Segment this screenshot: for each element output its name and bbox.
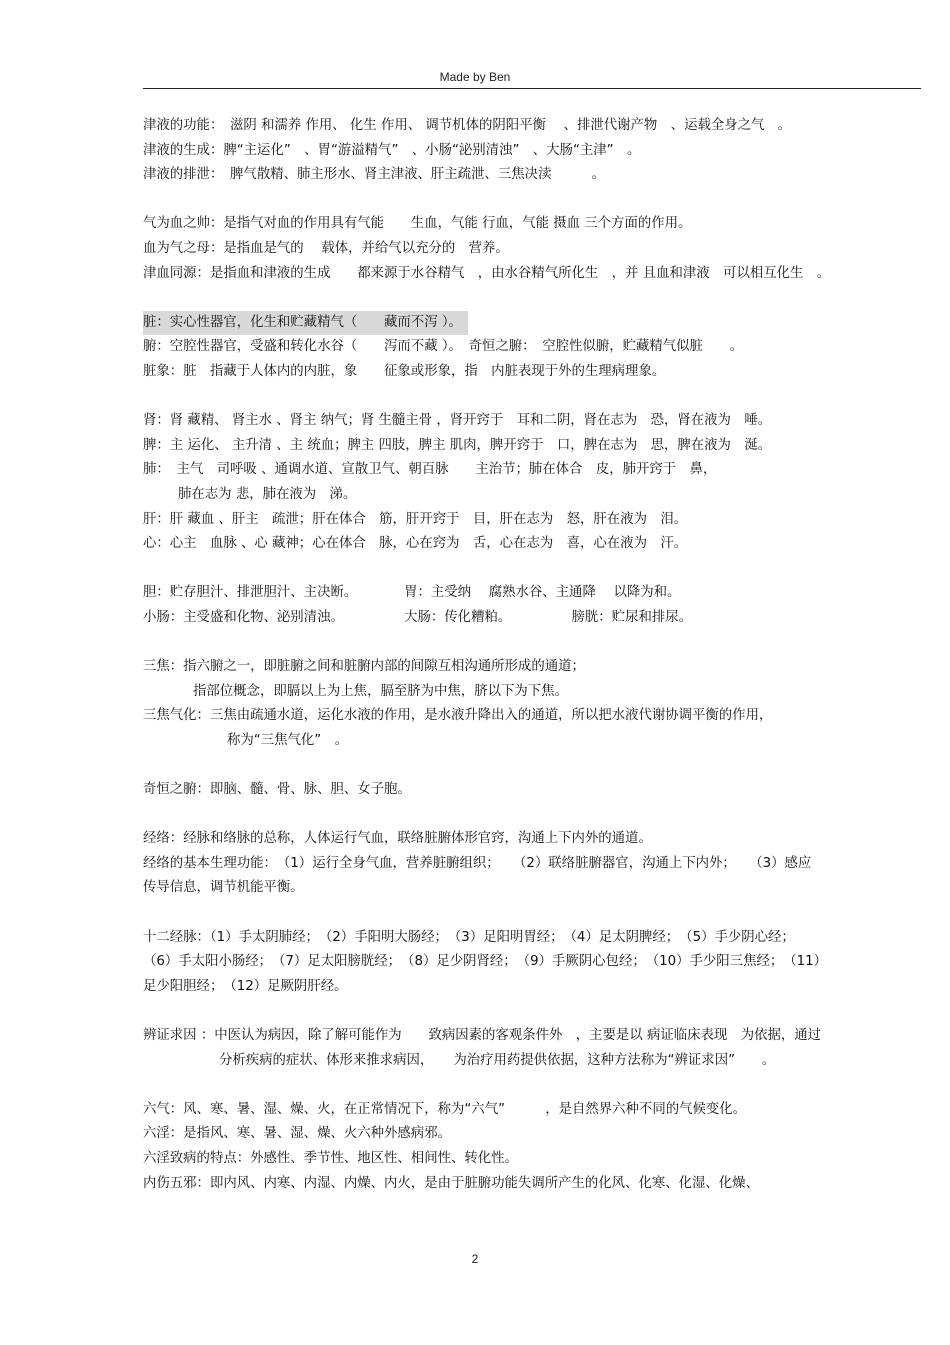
text-line: 肾：肾 藏精、 肾主水 、肾主 纳气；肾 生髓主骨 ，肾开窍于 耳和二阴，肾在志为 恐，肾在液为 唾。 (143, 413, 772, 429)
text-line: 经络：经脉和络脉的总称，人体运行气血，联络脏腑体形官窍，沟通上下内外的通道。 (143, 831, 652, 847)
text-line: 三焦：指六腑之一，即脏腑之间和脏腑内部的间隙互相沟通所形成的通道； (143, 659, 585, 675)
text-line: 六气：风、寒、暑、湿、燥、火，在正常情况下，称为“六气” ，是自然界六种不同的气候变化。 (143, 1101, 747, 1117)
text-line: 分析疾病的症状、体形来推求病因， 为治疗用药提供依据，这种方法称为“辨证求因” 。 (219, 1052, 776, 1068)
text-line: 足少阳胆经； （12）足厥阴肝经。 (143, 978, 348, 994)
text-line: 十二经脉：（1）手太阴肺经； （2）手阳明大肠经； （3）足阳明胃经； （4）足太阴脾经； （5）手少阴心经； (143, 929, 795, 945)
text-line: 血为气之母：是指血是气的 载体，并给气以充分的 营养。 (143, 240, 509, 256)
paragraph-gap (143, 188, 923, 213)
text-line: 肝：肝 藏血 、肝主 疏泄；肝在体合 筋，肝开窍于 目，肝在志为 怒，肝在液为 泪。 (143, 511, 688, 527)
paragraph-gap (143, 385, 923, 410)
page-header: Made by Ben (439, 70, 511, 84)
header-rule (143, 88, 921, 89)
paragraph-gap (143, 557, 923, 582)
paragraph-gap (143, 286, 923, 311)
text-line: 指部位概念，即膈以上为上焦，膈至脐为中焦，脐以下为下焦。 (193, 683, 568, 699)
text-line: 津液的功能： 滋阴 和濡养 作用、 化生 作用、 调节机体的阴阳平衡 、排泄代谢产物 、运载全身之气 。 (143, 118, 792, 133)
text-line: 脾：主 运化、 主升清 、主 统血；脾主 四肢，脾主 肌肉，脾开窍于 口，脾在志为 思，脾在液为 涎。 (143, 437, 772, 453)
paragraph-gap (143, 1073, 923, 1098)
text-line: 肺： 主气 司呼吸 、通调水道、宣散卫气、朝百脉 主治节；肺在体合 皮，肺开窍于 鼻， (143, 462, 717, 478)
text-line: 胆：贮存胆汁、排泄胆汁、主决断。 胃：主受纳 腐熟水谷、主通降 以降为和。 (143, 585, 681, 601)
text-line: 肺在志为 悲，肺在液为 涕。 (178, 486, 357, 502)
text-line: 气为血之帅：是指气对血的作用具有气能 生血，气能 行血，气能 摄血 三个方面的作用。 (143, 216, 692, 232)
page-number: 2 (471, 1252, 479, 1266)
text-line: （6）手太阳小肠经； （7）足太阳膀胱经； （8）足少阴肾经； （9）手厥阴心包经； （10）手少阳三焦经； （11） (143, 954, 828, 970)
text-line: 津血同源：是指血和津液的生成 都来源于水谷精气 ，由水谷精气所化生 ，并 且血和津液 可以相互化生 。 (143, 265, 831, 281)
text-line: 传导信息，调节机能平衡。 (143, 880, 304, 896)
text-line: 三焦气化：三焦由疏通水道，运化水液的作用，是水液升降出入的通道，所以把水液代谢协调平衡的作用， (143, 708, 773, 724)
document-body (143, 114, 923, 1196)
text-line-highlighted (143, 311, 923, 336)
paragraph-gap (143, 630, 923, 655)
text-line: 小肠：主受盛和化物、泌别清浊。 大肠：传化糟粕。 膀胱：贮尿和排尿。 (143, 609, 693, 625)
text-line: 称为“三焦气化” 。 (227, 732, 348, 748)
text-line: 腑：空腔性器官，受盛和转化水谷（ 泻而不藏 ）。 奇恒之腑： 空腔性似腑，贮藏精气似脏 。 (143, 339, 744, 355)
text-line: 经络的基本生理功能： （1）运行全身气血，营养脏腑组织； （2）联络脏腑器官，沟通上下内外； （3）感应 (143, 855, 812, 871)
text-line: 奇恒之腑：即脑、髓、骨、脉、胆、女子胞。 (143, 782, 411, 798)
paragraph-gap (143, 999, 923, 1024)
text-line: 脏象：脏 指藏于人体内的内脏，象 征象或形象，指 内脏表现于外的生理病理象。 (143, 363, 666, 379)
text-line: 津液的排泄： 脾气散精、肺主形水、肾主津液、肝主疏泄、三焦决渎 。 (143, 167, 605, 183)
paragraph-gap (143, 803, 923, 828)
paragraph-gap (143, 753, 923, 778)
highlight: 脏：实心性器官，化生和贮藏精气（ 藏而不泻 ）。 (143, 311, 468, 336)
text-line: 心：心主 血脉 、心 藏神；心在体合 脉，心在窍为 舌，心在志为 喜，心在液为 汗。 (143, 536, 688, 552)
text-line: 内伤五邪：即内风、内寒、内湿、内燥、内火，是由于脏腑功能失调所产生的化风、化寒、化湿、化燥、 (143, 1175, 759, 1191)
text-line: 津液的生成：脾“主运化” 、胃“游溢精气” 、小肠“泌别清浊” 、大肠“主津” 。 (143, 142, 641, 158)
paragraph-gap (143, 901, 923, 926)
text-line: 六淫：是指风、寒、暑、湿、燥、火六种外感病邪。 (143, 1126, 451, 1142)
text-line: 辨证求因 ：中医认为病因，除了解可能作为 致病因素的客观条件外 ，主要是以 病证临床表现 为依据，通过 (143, 1027, 822, 1043)
text-line: 六淫致病的特点：外感性、季节性、地区性、相间性、转化性。 (143, 1150, 518, 1166)
